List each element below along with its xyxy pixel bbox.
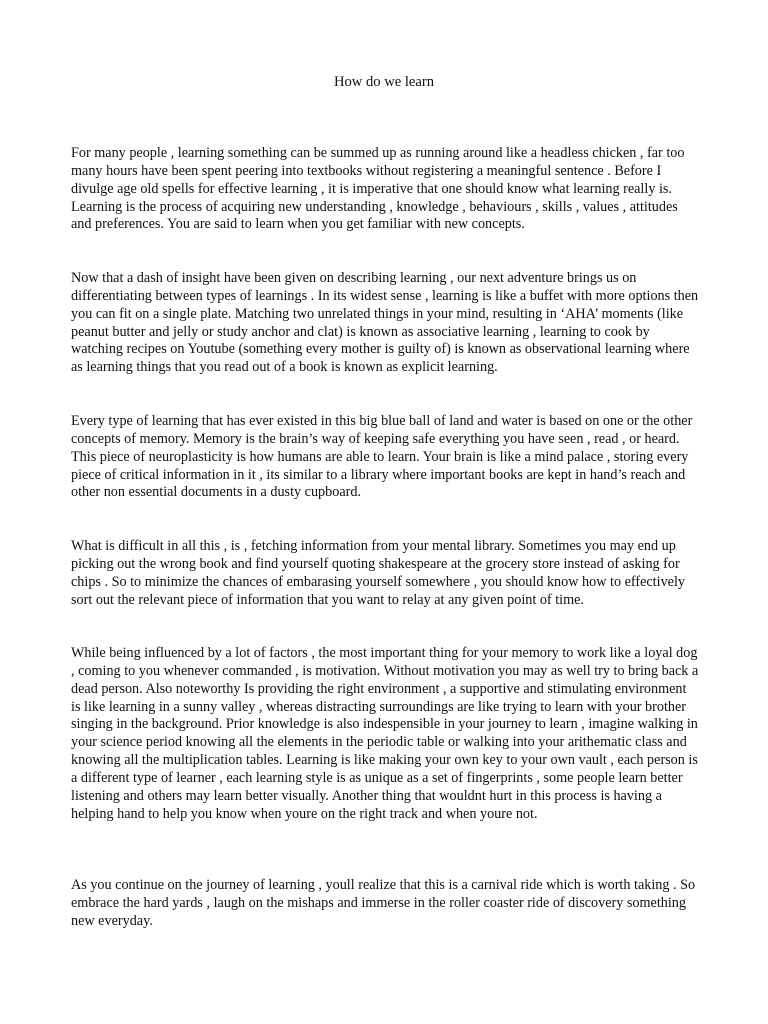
paragraph-memory: Every type of learning that has ever existed in this big blue ball of land and water is based on one or the other concepts of memory. Memory is the brain’s way of keeping safe everything you have seen , read , or heard. This piece of neuroplasticity is how humans are able to learn. Your brain is like a mind palace , storing every piece of critical information in it , its similar to a library where important books are kept in hand’s reach and other non essential documents in a dusty cupboard. — [71, 413, 693, 501]
paragraph-retrieval: What is difficult in all this , is , fetching information from your mental library. Sometimes you may end up picking out the wrong book and find yourself quoting shakespeare at the grocery store instead of asking for chips . So to minimize the chances of embarasing yourself somewhere , you should know how to effectively sort out the relevant piece of information that you want to relay at any given point of time. — [71, 538, 685, 608]
paragraph-definition-of-learning: For many people , learning something can be summed up as running around like a headless chicken , far too many hours have been spent peering into textbooks without registering a meaningful sentence . Before I divulge age old spells for effective learning , it is imperative that one should know what learning really is. Learning is the process of acquiring new understanding , knowledge , behaviours , skills , values , attitudes and preferences. You are said to learn when you get familiar with new concepts. — [71, 145, 685, 233]
paragraph-conclusion: As you continue on the journey of learning , youll realize that this is a carnival ride which is worth taking . So embrace the hard yards , laugh on the mishaps and immerse in the roller coaster ride of discovery something new everyday. — [71, 877, 696, 929]
paragraph-factors: While being influenced by a lot of factors , the most important thing for your memory to work like a loyal dog , coming to you whenever commanded , is motivation. Without motivation you may as well try to bring back a dead person. Also noteworthy Is providing the right environment , a supportive and stimulating environment is like learning in a sunny valley , whereas distracting surroundings are like trying to learn with your brother singing in the background. Prior knowledge is also indespensible in your journey to learn , imagine walking in your science period knowing all the elements in the periodic table or walking into your arithematic class and knowing all the multiplication tables. Learning is like making your own key to your own vault , each person is a different type of learner , each learning style is as unique as a set of fingerprints , some people learn better listening and others may learn better visually. Another thing that wouldnt hurt in this process is having a helping hand to help you know when youre on the right track and when youre not. — [71, 645, 699, 822]
paragraph-types-of-learning: Now that a dash of insight have been given on describing learning , our next adventure brings us on differentiating between types of learnings . In its widest sense , learning is like a buffet with more options then you can fit on a single plate. Matching two unrelated things in your mind, resulting in ‘AHA’ moments (like peanut butter and jelly or study anchor and clat) is known as associative learning , learning to cook by watching recipes on Youtube (something every mother is guilty of) is known as observational learning where as learning things that you read out of a book is known as explicit learning. — [71, 270, 699, 376]
document-title: How do we learn — [333, 74, 435, 90]
